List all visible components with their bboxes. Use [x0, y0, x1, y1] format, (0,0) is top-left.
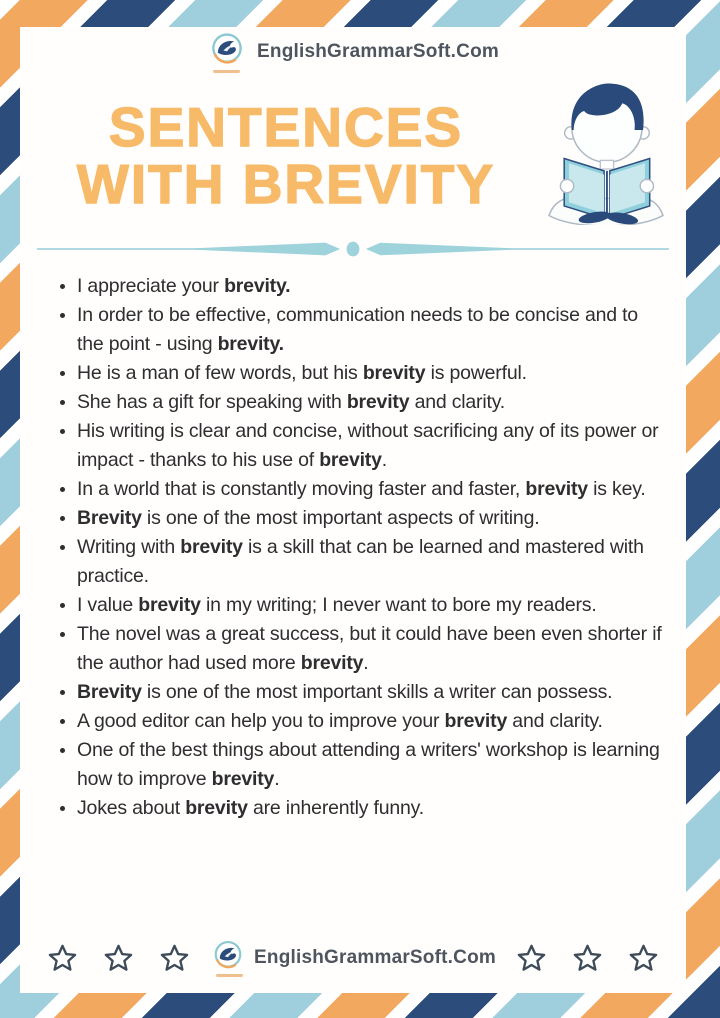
sentence-item: A good editor can help you to improve your brevity and clarity.	[77, 707, 662, 736]
sentence-item: I appreciate your brevity.	[77, 272, 662, 301]
brand-logo-icon	[210, 937, 246, 979]
sentence-item: Brevity is one of the most important skills a writer can possess.	[77, 678, 662, 707]
title-line-2: WITH BREVITY	[76, 153, 496, 215]
sentence-item: Writing with brevity is a skill that can be learned and mastered with practice.	[77, 533, 662, 591]
outline-star-icon	[102, 942, 135, 975]
boy-reading-book-icon	[530, 73, 682, 225]
outline-star-icon	[158, 942, 191, 975]
title-row	[20, 83, 686, 225]
sentence-item: I value brevity in my writing; I never want to bore my readers.	[77, 591, 662, 620]
brand-logo-icon	[207, 29, 247, 75]
swan-circle-logo-icon	[210, 937, 246, 975]
footer-brand	[210, 937, 496, 979]
swan-circle-logo-icon	[207, 29, 247, 71]
logo-wordmark	[216, 974, 243, 977]
outline-star-icon	[515, 942, 548, 975]
outline-star-icon	[627, 942, 660, 975]
header-brand	[20, 29, 686, 75]
title-line-1: SENTENCES	[108, 96, 464, 158]
outline-star-icon	[46, 942, 79, 975]
sentence-item: His writing is clear and concise, without sacrificing any of its power or impact - thanks to his use of brevity.	[77, 417, 662, 475]
sentence-item: Brevity is one of the most important aspects of writing.	[77, 504, 662, 533]
brand-name: EnglishGrammarSoft.Com	[254, 947, 496, 968]
sentence-item: In order to be effective, communication needs to be concise and to the point - using brevity.	[77, 301, 662, 359]
star-group-right	[515, 942, 660, 975]
poster-content	[20, 27, 686, 993]
sentence-list	[20, 272, 686, 823]
sentence-item: Jokes about brevity are inherently funny.	[77, 794, 662, 823]
sentence-item: She has a gift for speaking with brevity and clarity.	[77, 388, 662, 417]
sentence-item: He is a man of few words, but his brevity is powerful.	[77, 359, 662, 388]
sentence-item: In a world that is constantly moving faster and faster, brevity is key.	[77, 475, 662, 504]
star-group-left	[46, 942, 191, 975]
brand-name: EnglishGrammarSoft.Com	[257, 41, 499, 62]
sentence-item: One of the best things about attending a writers' workshop is learning how to improve brevity.	[77, 736, 662, 794]
logo-wordmark	[213, 70, 240, 73]
tapered-divider-ornament	[37, 239, 669, 259]
outline-star-icon	[571, 942, 604, 975]
sentence-item: The novel was a great success, but it could have been even shorter if the author had used more brevity.	[77, 620, 662, 678]
footer	[46, 937, 660, 979]
page-title	[42, 96, 530, 215]
